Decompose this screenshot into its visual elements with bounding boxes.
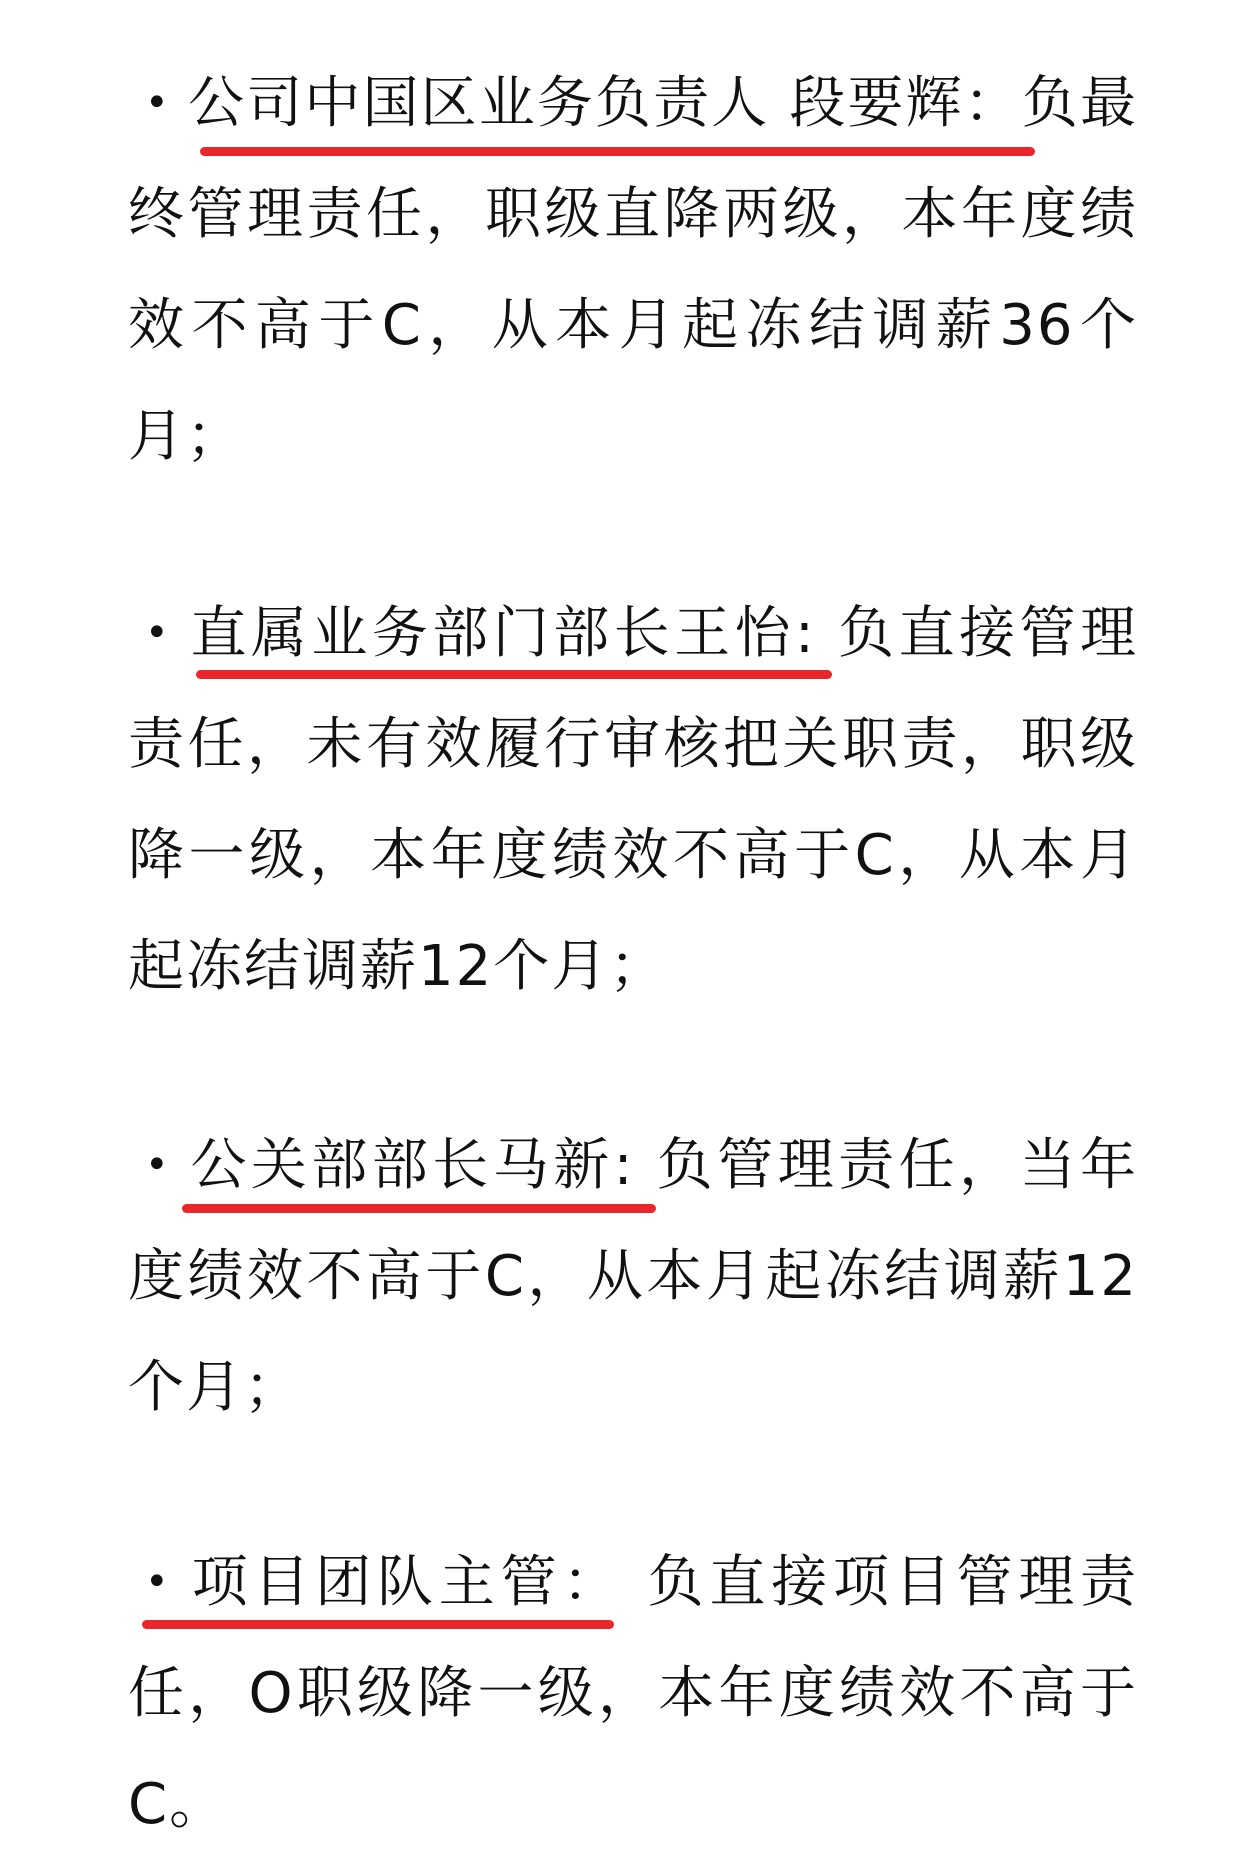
item-text: : 负管理责任，当年度绩效不高于C，从本月起冻结调薪12个月； [128, 1133, 1139, 1420]
bullet-marker: • [145, 1559, 169, 1605]
list-item [128, 48, 1138, 492]
list-item [128, 1110, 1138, 1443]
bullet-marker: • [145, 1142, 169, 1188]
bullet-marker: • [145, 80, 169, 126]
list-item [128, 1527, 1138, 1860]
item-text: : 负直接管理责任，未有效履行审核把关职责，职级降一级，本年度绩效不高于C，从本月起冻结调薪12个月； [128, 601, 1139, 999]
red-underline [200, 147, 1035, 156]
item-highlight: 直属业务部门部长王怡 [188, 601, 796, 666]
item-text: ： 负直接项目管理责任，O职级降一级，本年度绩效不高于C。 [128, 1550, 1138, 1837]
item-highlight: 公关部部长马新 [188, 1133, 614, 1198]
item-highlight: 公司中国区业务负责人 段要辉 [188, 71, 964, 136]
red-underline [142, 1620, 614, 1629]
bullet-marker: • [145, 610, 169, 656]
red-underline [196, 670, 832, 679]
red-underline [182, 1204, 656, 1213]
item-highlight: 项目团队主管 [188, 1550, 563, 1615]
list-item [128, 578, 1138, 1022]
item-text: ：负最终管理责任，职级直降两级，本年度绩效不高于C，从本月起冻结调薪36个月； [128, 71, 1138, 469]
